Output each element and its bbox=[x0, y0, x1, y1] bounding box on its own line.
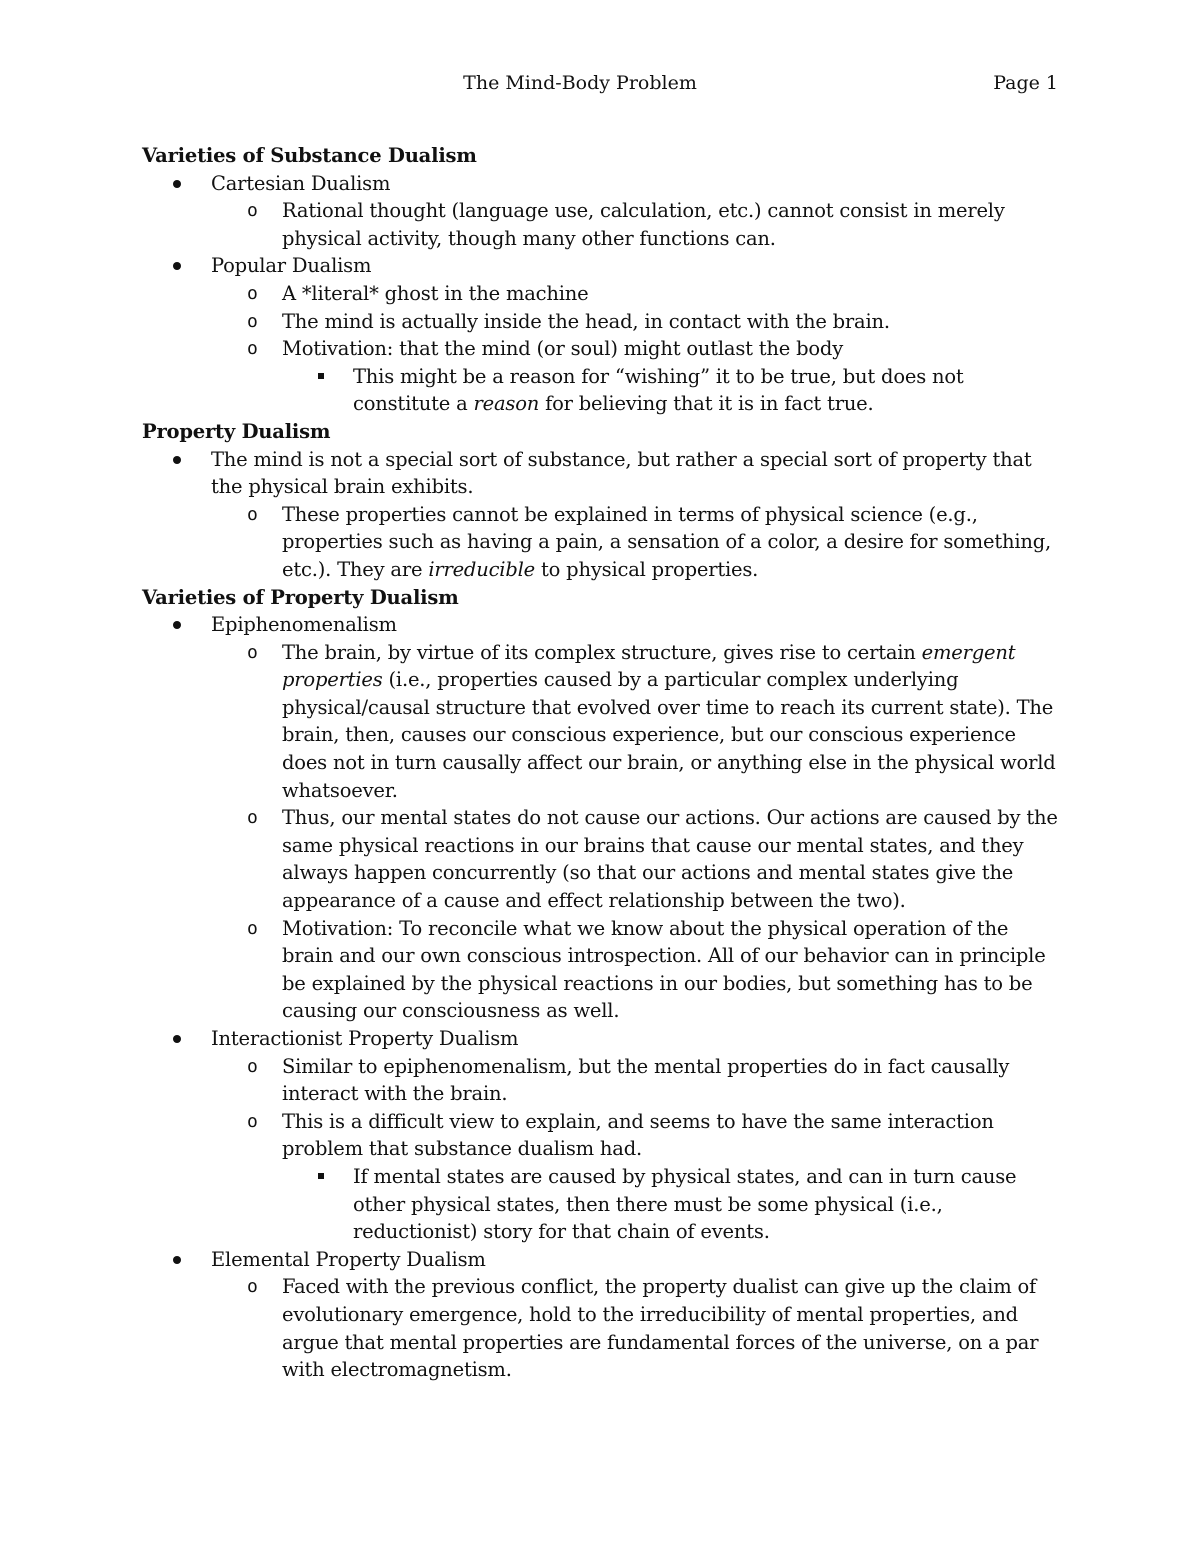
sub-bullet-marker: o bbox=[247, 1110, 258, 1132]
emphasis-text: reason bbox=[473, 392, 540, 416]
list-item-text: Cartesian Dualism bbox=[211, 171, 391, 195]
document-body bbox=[142, 142, 1062, 1384]
text-run: This might be a reason for “wishing” it to be true, but does not constitute a bbox=[353, 364, 964, 416]
sub-bullet-marker: o bbox=[247, 282, 258, 304]
page-header bbox=[0, 72, 1200, 98]
bullet-list bbox=[142, 1025, 1062, 1053]
bullet-list bbox=[142, 1246, 1062, 1274]
sub-list-item bbox=[211, 1273, 1062, 1383]
sub-list-item-text: Motivation: To reconcile what we know about the physical operation of the brain and our own conscious introspection. All of our behavior can in principle be explained by the physical reactions in our bodies, but something has to be causing our consciousness as well. bbox=[282, 916, 1046, 1023]
sub-list bbox=[211, 1273, 1062, 1383]
bullet-list bbox=[142, 170, 1062, 198]
bullet-marker bbox=[173, 262, 181, 270]
sub-sub-list bbox=[282, 363, 1062, 418]
bullet-list bbox=[142, 611, 1062, 639]
list-item-text: The mind is not a special sort of substance, but rather a special sort of property that the physical brain exhibits. bbox=[211, 447, 1032, 499]
sub-list bbox=[211, 1053, 1062, 1163]
list-item-text: Elemental Property Dualism bbox=[211, 1247, 486, 1271]
list-item-text: Epiphenomenalism bbox=[211, 613, 397, 637]
sub-list-item bbox=[211, 804, 1062, 914]
list-item bbox=[142, 1246, 1062, 1274]
sub-list-item bbox=[211, 280, 1062, 308]
sub-list-item bbox=[211, 915, 1062, 1025]
sub-list bbox=[211, 501, 1062, 584]
bullet-list bbox=[142, 252, 1062, 280]
text-run: These properties cannot be explained in terms of physical science (e.g., properties such as having a pain, a sensation of a color, a desire for something, etc.). They are bbox=[282, 502, 1051, 581]
list-item bbox=[142, 252, 1062, 280]
sub-bullet-marker: o bbox=[247, 1276, 258, 1298]
text-run: The brain, by virtue of its complex structure, gives rise to certain bbox=[282, 640, 922, 664]
bullet-marker bbox=[173, 621, 181, 629]
sub-list-item-text: The mind is actually inside the head, in contact with the brain. bbox=[282, 309, 890, 333]
emphasis-text: emergent properties bbox=[282, 640, 1016, 692]
list-item bbox=[142, 1025, 1062, 1053]
sub-list-item-text: This is a difficult view to explain, and seems to have the same interaction problem that substance dualism had. bbox=[282, 1109, 994, 1161]
bullet-marker bbox=[173, 180, 181, 188]
square-bullet-marker bbox=[318, 373, 324, 379]
sub-bullet-marker: o bbox=[247, 917, 258, 939]
sub-list-item-text: A *literal* ghost in the machine bbox=[282, 281, 589, 305]
section-heading: Varieties of Substance Dualism bbox=[142, 144, 477, 167]
document-title: The Mind-Body Problem bbox=[463, 72, 697, 94]
list-item-text: Popular Dualism bbox=[211, 254, 372, 278]
section-heading: Property Dualism bbox=[142, 419, 331, 443]
sub-list bbox=[211, 639, 1062, 1025]
bullet-marker bbox=[173, 1256, 181, 1264]
sub-bullet-marker: o bbox=[247, 1055, 258, 1077]
text-run: for believing that it is in fact true. bbox=[539, 392, 874, 416]
sub-sub-list bbox=[282, 1163, 1062, 1246]
sub-bullet-marker: o bbox=[247, 310, 258, 332]
sub-list-item bbox=[211, 335, 1062, 363]
sub-bullet-marker: o bbox=[247, 503, 258, 525]
sub-list-item bbox=[211, 501, 1062, 584]
sub-list-item bbox=[211, 639, 1062, 805]
sub-bullet-marker: o bbox=[247, 807, 258, 829]
list-item bbox=[142, 611, 1062, 639]
sub-bullet-marker: o bbox=[247, 338, 258, 360]
sub-list-item bbox=[211, 197, 1062, 252]
list-item bbox=[142, 446, 1062, 501]
list-item bbox=[142, 170, 1062, 198]
page-number: Page 1 bbox=[993, 72, 1058, 94]
sub-list-item-text: Faced with the previous conflict, the property dualist can give up the claim of evolutionary emergence, hold to the irreducibility of mental properties, and argue that mental properties are fundamental forces of the universe, on a par with electromagnetism. bbox=[282, 1275, 1039, 1382]
sub-list bbox=[211, 197, 1062, 252]
emphasis-text: irreducible bbox=[428, 557, 535, 581]
sub-list-item-text: Rational thought (language use, calculation, etc.) cannot consist in merely physical activity, though many other functions can. bbox=[282, 199, 1005, 250]
sub-bullet-marker: o bbox=[247, 200, 258, 222]
list-item-text: Interactionist Property Dualism bbox=[211, 1027, 519, 1050]
bullet-list bbox=[142, 446, 1062, 501]
sub-sub-list-item-text: If mental states are caused by physical states, and can in turn cause other physical states, then there must be some physical (i.e., reductionist) story for that chain of events. bbox=[353, 1164, 1017, 1244]
sub-list-item-text: Similar to epiphenomenalism, but the mental properties do in fact causally interact with the brain. bbox=[282, 1054, 1010, 1106]
bullet-marker bbox=[173, 456, 181, 464]
section-heading: Varieties of Property Dualism bbox=[142, 585, 459, 609]
sub-sub-list-item bbox=[282, 1163, 1062, 1246]
bullet-marker bbox=[173, 1035, 181, 1043]
sub-list-item bbox=[211, 1053, 1062, 1108]
sub-list-item-text: Thus, our mental states do not cause our actions. Our actions are caused by the same physical reactions in our brains that cause our mental states, and they always happen concurrently (so that our actions and mental states give the appearance of a cause and effect relationship between the two). bbox=[282, 806, 1058, 913]
square-bullet-marker bbox=[318, 1173, 324, 1179]
sub-sub-list-item bbox=[282, 363, 1062, 418]
text-run: (i.e., properties caused by a particular complex underlying physical/causal structure that evolved over time to reach its current state). The brain, then, causes our conscious experience, but our conscious experience does not in turn causally affect our brain, or anything else in the physical world whatsoever. bbox=[282, 668, 1056, 802]
sub-list bbox=[211, 280, 1062, 363]
text-run: to physical properties. bbox=[535, 557, 759, 581]
sub-list-item bbox=[211, 1108, 1062, 1163]
sub-bullet-marker: o bbox=[247, 641, 258, 663]
sub-list-item bbox=[211, 308, 1062, 336]
sub-list-item-text: Motivation: that the mind (or soul) might outlast the body bbox=[282, 337, 844, 361]
